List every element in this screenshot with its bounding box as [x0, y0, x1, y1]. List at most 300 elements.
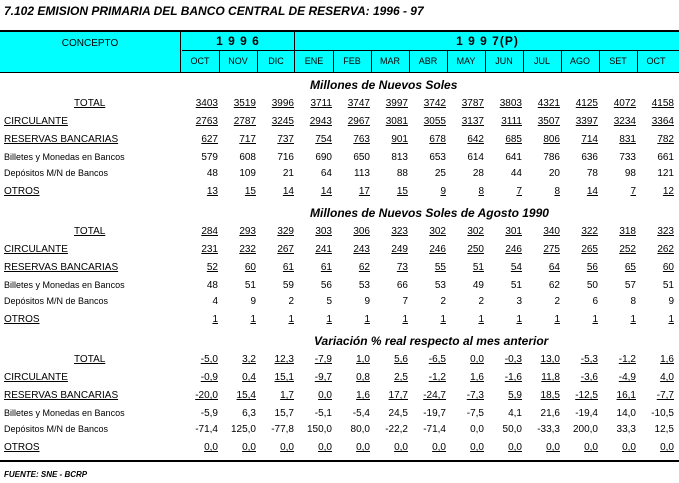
table-row [0, 116, 679, 132]
table-cell: 3519 [233, 98, 256, 109]
table-cell: 2943 [309, 116, 332, 127]
table-cell: 53 [358, 280, 370, 291]
table-cell: 608 [239, 152, 256, 163]
table-cell: 293 [239, 226, 256, 237]
table-cell: -3,6 [580, 372, 598, 383]
row-label: TOTAL [74, 354, 106, 365]
section-title: Millones de Nuevos Soles de Agosto 1990 [310, 206, 549, 220]
table-row [0, 354, 679, 370]
row-label: RESERVAS BANCARIAS [4, 134, 119, 145]
table-cell: -71,4 [423, 424, 446, 435]
table-cell: 9 [668, 296, 674, 307]
table-cell: -1,6 [504, 372, 522, 383]
table-cell: 64 [320, 168, 332, 179]
table-row [0, 226, 679, 242]
table-cell: 1 [592, 314, 598, 325]
table-cell: 73 [396, 262, 408, 273]
table-cell: 2,5 [394, 372, 408, 383]
row-label: OTROS [4, 314, 40, 325]
table-cell: 8 [630, 296, 636, 307]
table-cell: -5,3 [580, 354, 598, 365]
table-cell: -5,9 [200, 408, 218, 419]
section-title: Variación % real respecto al mes anterior [314, 334, 549, 348]
table-cell: 231 [201, 244, 218, 255]
table-cell: 13,0 [540, 354, 560, 365]
table-cell: 1 [364, 314, 370, 325]
table-cell: -71,4 [195, 424, 218, 435]
table-cell: 8 [554, 186, 560, 197]
month-header: FEB [343, 56, 361, 66]
table-cell: 716 [277, 152, 294, 163]
table-cell: 16,1 [616, 390, 636, 401]
row-label: RESERVAS BANCARIAS [4, 262, 119, 273]
table-row [0, 296, 679, 312]
table-cell: -9,7 [314, 372, 332, 383]
table-cell: 1,6 [356, 390, 370, 401]
table-cell: 4125 [575, 98, 598, 109]
table-cell: -1,2 [428, 372, 446, 383]
table-cell: 52 [206, 262, 218, 273]
table-cell: 232 [239, 244, 256, 255]
source-footer: FUENTE: SNE - BCRP [4, 470, 88, 479]
table-cell: 7 [516, 186, 522, 197]
table-cell: 241 [315, 244, 332, 255]
table-cell: 4,0 [660, 372, 674, 383]
table-cell: 714 [581, 134, 598, 145]
month-header: ABR [418, 56, 438, 66]
row-label: Depósitos M/N de Bancos [4, 424, 109, 434]
table-cell: 1,6 [470, 372, 484, 383]
table-cell: 15 [244, 186, 256, 197]
concepto-header: CONCEPTO [61, 38, 119, 49]
table-cell: 15,4 [236, 390, 256, 401]
table-row [0, 408, 679, 424]
table-cell: 7 [402, 296, 408, 307]
table-row [0, 442, 679, 458]
table-cell: 24,5 [388, 408, 408, 419]
table-cell: 3055 [423, 116, 446, 127]
table-row [0, 244, 679, 260]
table-cell: 3711 [310, 98, 332, 109]
table-cell: 1 [440, 314, 446, 325]
table-cell: 125,0 [230, 424, 256, 435]
table-cell: 48 [206, 168, 218, 179]
table-cell: 329 [277, 226, 294, 237]
table-cell: 249 [391, 244, 408, 255]
table-cell: 50,0 [502, 424, 522, 435]
table-cell: 2763 [195, 116, 218, 127]
table-cell: 323 [391, 226, 408, 237]
table-cell: 9 [440, 186, 446, 197]
table-cell: 1 [630, 314, 636, 325]
table-cell: 250 [467, 244, 484, 255]
table-cell: 650 [353, 152, 370, 163]
header-separator [294, 32, 295, 72]
table-cell: 0,0 [584, 442, 598, 453]
table-cell: 12,5 [654, 424, 674, 435]
table-cell: 243 [353, 244, 370, 255]
table-cell: 14 [320, 186, 332, 197]
header-separator [447, 50, 448, 72]
table-cell: 60 [244, 262, 256, 273]
table-cell: 0,0 [394, 442, 408, 453]
table-cell: -5,4 [352, 408, 370, 419]
table-cell: -7,3 [466, 390, 484, 401]
header-separator [485, 50, 486, 72]
table-cell: 2967 [347, 116, 370, 127]
row-label: Billetes y Monedas en Bancos [4, 280, 125, 290]
table-cell: 9 [364, 296, 370, 307]
table-cell: 8 [478, 186, 484, 197]
table-cell: 0,8 [356, 372, 370, 383]
month-header: DIC [268, 56, 284, 66]
table-cell: 0,0 [508, 442, 522, 453]
table-row [0, 262, 679, 278]
table-cell: 12 [662, 186, 674, 197]
table-cell: 21,6 [540, 408, 560, 419]
table-cell: 5,6 [394, 354, 408, 365]
table-cell: 737 [277, 134, 294, 145]
table-cell: 78 [586, 168, 598, 179]
table-cell: -33,3 [537, 424, 560, 435]
table-cell: 66 [396, 280, 408, 291]
table-cell: 246 [505, 244, 522, 255]
table-cell: 88 [396, 168, 408, 179]
table-cell: 11,8 [541, 372, 560, 383]
table-cell: 62 [548, 280, 560, 291]
table-cell: 65 [624, 262, 636, 273]
table-cell: 2 [478, 296, 484, 307]
table-cell: 18,5 [540, 390, 560, 401]
table-cell: 44 [510, 168, 522, 179]
table-cell: 15,7 [274, 408, 294, 419]
month-header: NOV [228, 56, 248, 66]
section-title: Millones de Nuevos Soles [310, 78, 458, 92]
month-header: MAY [456, 56, 476, 66]
table-cell: 1 [402, 314, 408, 325]
table-cell: -20,0 [195, 390, 218, 401]
table-cell: 733 [619, 152, 636, 163]
table-cell: 627 [201, 134, 218, 145]
table-row [0, 134, 679, 150]
table-cell: 20 [548, 168, 560, 179]
table-cell: 121 [657, 168, 674, 179]
table-cell: 9 [250, 296, 256, 307]
table-cell: 53 [434, 280, 446, 291]
row-label: Depósitos M/N de Bancos [4, 168, 109, 178]
table-cell: -4,9 [618, 372, 636, 383]
table-row [0, 186, 679, 202]
table-cell: 1 [250, 314, 256, 325]
row-label: OTROS [4, 442, 40, 453]
table-cell: 1 [212, 314, 218, 325]
table-cell: 3,2 [242, 354, 256, 365]
table-cell: 5 [326, 296, 332, 307]
table-cell: 54 [510, 262, 522, 273]
table-cell: 4158 [651, 98, 674, 109]
table-cell: 3507 [537, 116, 560, 127]
table-cell: 717 [239, 134, 256, 145]
table-cell: 0,0 [470, 424, 484, 435]
table-cell: 0,0 [432, 442, 446, 453]
table-cell: 284 [201, 226, 218, 237]
table-cell: 302 [467, 226, 484, 237]
table-cell: 0,4 [242, 372, 256, 383]
row-label: OTROS [4, 186, 40, 197]
table-cell: 0,0 [546, 442, 560, 453]
row-label: CIRCULANTE [4, 372, 68, 383]
table-cell: 3803 [499, 98, 522, 109]
table-cell: 59 [282, 280, 294, 291]
table-cell: 0,0 [318, 442, 332, 453]
header-separator [257, 50, 258, 72]
table-row [0, 390, 679, 406]
table-cell: 1 [326, 314, 332, 325]
table-cell: 200,0 [572, 424, 598, 435]
table-cell: 1 [668, 314, 674, 325]
table-cell: 3111 [501, 116, 522, 127]
table-cell: 49 [472, 280, 484, 291]
table-cell: 1,0 [356, 354, 370, 365]
table-cell: 12,3 [274, 354, 294, 365]
table-cell: 806 [543, 134, 560, 145]
table-cell: 14 [586, 186, 598, 197]
table-cell: 2 [554, 296, 560, 307]
table-title: 7.102 EMISION PRIMARIA DEL BANCO CENTRAL DE RESERVA: 1996 - 97 [4, 4, 424, 18]
table-cell: 2 [440, 296, 446, 307]
table-cell: 641 [505, 152, 522, 163]
header-separator [333, 50, 334, 72]
table-cell: 4072 [613, 98, 636, 109]
header-separator [637, 50, 638, 72]
table-cell: 150,0 [306, 424, 332, 435]
header-separator [409, 50, 410, 72]
table-cell: 1 [478, 314, 484, 325]
month-header: JUL [533, 56, 550, 66]
table-cell: 64 [548, 262, 560, 273]
table-cell: 1,6 [660, 354, 674, 365]
table-cell: -19,7 [423, 408, 446, 419]
header-separator [523, 50, 524, 72]
table-cell: 7 [630, 186, 636, 197]
table-cell: 763 [353, 134, 370, 145]
table-cell: -5,0 [200, 354, 218, 365]
table-cell: 3364 [651, 116, 674, 127]
table-cell: 246 [429, 244, 446, 255]
table-cell: 3081 [385, 116, 408, 127]
table-cell: -12,5 [575, 390, 598, 401]
table-cell: 614 [467, 152, 484, 163]
table-cell: 2787 [233, 116, 256, 127]
table-cell: 0,0 [242, 442, 256, 453]
table-cell: 15,1 [274, 372, 294, 383]
table-cell: 267 [277, 244, 294, 255]
month-header: MAR [380, 56, 400, 66]
table-cell: 3397 [575, 116, 598, 127]
table-cell: 3996 [271, 98, 294, 109]
year-1996-header: 1 9 9 6 [216, 34, 260, 48]
table-cell: 4,1 [508, 408, 522, 419]
row-label: CIRCULANTE [4, 244, 68, 255]
table-row [0, 152, 679, 168]
table-cell: 303 [315, 226, 332, 237]
table-cell: 25 [434, 168, 446, 179]
table-cell: 21 [282, 168, 294, 179]
table-cell: 831 [619, 134, 636, 145]
table-cell: 51 [662, 280, 674, 291]
table-cell: 15 [396, 186, 408, 197]
table-cell: 1 [516, 314, 522, 325]
table-cell: 265 [581, 244, 598, 255]
table-cell: 3137 [461, 116, 484, 127]
year-1997-header: 1 9 9 7(P) [456, 34, 519, 48]
table-cell: -77,8 [271, 424, 294, 435]
table-cell: 14 [282, 186, 294, 197]
table-cell: -19,4 [575, 408, 598, 419]
table-cell: 2 [288, 296, 294, 307]
table-cell: 0,0 [204, 442, 218, 453]
table-cell: -0,3 [504, 354, 522, 365]
table-cell: 51 [510, 280, 522, 291]
month-header: JUN [495, 56, 513, 66]
table-cell: 0,0 [660, 442, 674, 453]
table-cell: 3997 [385, 98, 408, 109]
header-separator [219, 50, 220, 72]
table-row [0, 372, 679, 388]
table-cell: 678 [429, 134, 446, 145]
table-cell: 0,0 [470, 442, 484, 453]
table-cell: 0,0 [318, 390, 332, 401]
table-cell: 61 [282, 262, 294, 273]
table-cell: 56 [320, 280, 332, 291]
table-cell: 0,0 [280, 442, 294, 453]
table-cell: 661 [657, 152, 674, 163]
month-header: ENE [304, 56, 324, 66]
table-cell: 62 [358, 262, 370, 273]
table-cell: 61 [320, 262, 332, 273]
table-row [0, 314, 679, 330]
table-cell: 51 [244, 280, 256, 291]
row-label: Billetes y Monedas en Bancos [4, 408, 125, 418]
table-cell: -24,7 [423, 390, 446, 401]
header-separator [599, 50, 600, 72]
table-cell: 14,0 [616, 408, 636, 419]
table-cell: 57 [624, 280, 636, 291]
table-cell: -1,2 [618, 354, 636, 365]
month-header: SET [609, 56, 627, 66]
header-separator [371, 50, 372, 72]
table-cell: 1 [288, 314, 294, 325]
table-cell: 579 [201, 152, 218, 163]
table-cell: 51 [472, 262, 484, 273]
table-row [0, 98, 679, 114]
table-cell: 6 [592, 296, 598, 307]
table-cell: 0,0 [470, 354, 484, 365]
table-cell: 17 [358, 186, 370, 197]
table-cell: 56 [586, 262, 598, 273]
table-cell: 782 [657, 134, 674, 145]
table-cell: 340 [543, 226, 560, 237]
table-cell: 636 [581, 152, 598, 163]
table-cell: 48 [206, 280, 218, 291]
table-cell: 323 [657, 226, 674, 237]
table-cell: 28 [472, 168, 484, 179]
row-label: CIRCULANTE [4, 116, 68, 127]
table-cell: 318 [619, 226, 636, 237]
month-header: OCT [190, 56, 210, 66]
table-cell: 50 [586, 280, 598, 291]
table-cell: 80,0 [350, 424, 370, 435]
table-cell: 301 [505, 226, 522, 237]
bottom-rule [0, 460, 679, 462]
table-cell: 0,0 [356, 442, 370, 453]
table-cell: 786 [543, 152, 560, 163]
table-cell: 3747 [347, 98, 370, 109]
table-cell: 5,9 [508, 390, 522, 401]
table-cell: -7,5 [466, 408, 484, 419]
table-cell: 109 [239, 168, 256, 179]
table-cell: -22,2 [385, 424, 408, 435]
table-cell: 17,7 [388, 390, 408, 401]
table-cell: -10,5 [651, 408, 674, 419]
table-cell: 3245 [271, 116, 294, 127]
header-separator [180, 32, 181, 72]
table-cell: 113 [354, 168, 370, 179]
table-cell: 685 [505, 134, 522, 145]
table-cell: 4321 [537, 98, 560, 109]
table-row [0, 168, 679, 184]
table-cell: 33,3 [616, 424, 636, 435]
table-cell: 653 [429, 152, 446, 163]
table-cell: 690 [315, 152, 332, 163]
table-cell: 55 [434, 262, 446, 273]
row-label: Billetes y Monedas en Bancos [4, 152, 125, 162]
table-cell: -0,9 [200, 372, 218, 383]
table-header [0, 30, 679, 73]
table-cell: 901 [391, 134, 408, 145]
table-cell: 262 [657, 244, 674, 255]
table-cell: -7,7 [656, 390, 674, 401]
table-cell: 642 [467, 134, 484, 145]
table-cell: 3787 [461, 98, 484, 109]
table-cell: 275 [543, 244, 560, 255]
table-cell: -7,9 [314, 354, 332, 365]
table-cell: 3234 [613, 116, 636, 127]
table-cell: 302 [429, 226, 446, 237]
table-cell: 3742 [423, 98, 446, 109]
table-cell: 60 [662, 262, 674, 273]
row-label: RESERVAS BANCARIAS [4, 390, 119, 401]
table-cell: 3 [516, 296, 522, 307]
table-row [0, 280, 679, 296]
table-cell: -6,5 [428, 354, 446, 365]
month-header: AGO [569, 56, 590, 66]
table-cell: 252 [619, 244, 636, 255]
table-row [0, 424, 679, 440]
header-separator [561, 50, 562, 72]
row-label: Depósitos M/N de Bancos [4, 296, 109, 306]
table-cell: 3403 [195, 98, 218, 109]
table-cell: 1,7 [280, 390, 294, 401]
month-header: OCT [646, 56, 666, 66]
table-cell: 98 [624, 168, 636, 179]
table-cell: 0,0 [622, 442, 636, 453]
table-cell: 813 [391, 152, 408, 163]
row-label: TOTAL [74, 98, 106, 109]
table-cell: -5,1 [314, 408, 332, 419]
table-cell: 306 [353, 226, 370, 237]
table-cell: 6,3 [242, 408, 256, 419]
